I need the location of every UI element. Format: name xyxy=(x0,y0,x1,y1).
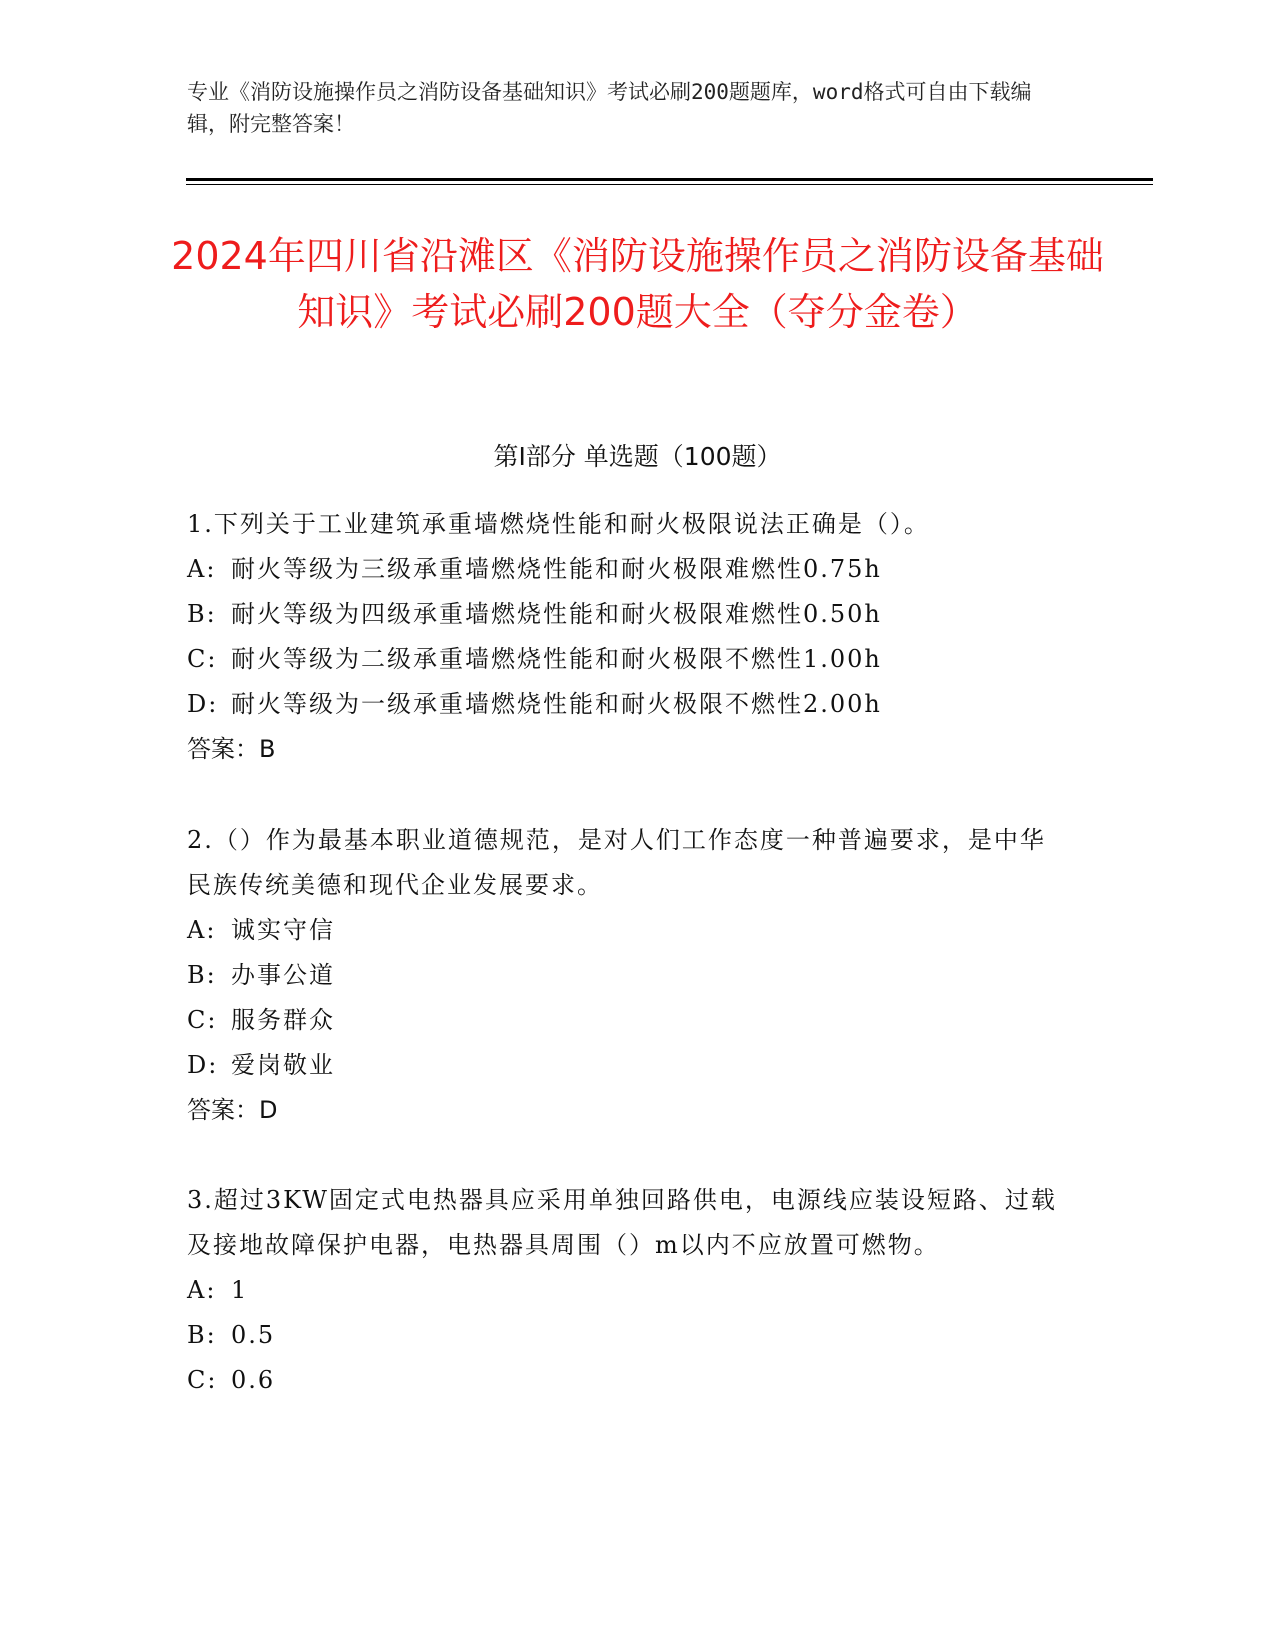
header-note: 专业《消防设施操作员之消防设备基础知识》考试必刷200题题库，word格式可自由下载编辑，附完整答案！ xyxy=(187,80,1032,136)
document-title: 2024年四川省沿滩区《消防设施操作员之消防设备基础知识》考试必刷200题大全（夺分金卷） xyxy=(171,234,1104,334)
option-c xyxy=(187,998,1047,1043)
option-a xyxy=(187,1268,1067,1313)
option-key: D: xyxy=(187,1051,219,1079)
section-heading: 第Ⅰ部分 单选题（100题） xyxy=(493,442,782,471)
option-text: 爱岗敬业 xyxy=(231,1051,335,1079)
option-text: 0.6 xyxy=(231,1366,276,1394)
option-a xyxy=(187,908,1047,953)
header-divider-thick xyxy=(186,178,1153,181)
option-b xyxy=(187,953,1047,998)
option-text: 0.5 xyxy=(231,1321,276,1349)
option-b xyxy=(187,592,1087,637)
option-a xyxy=(187,547,1087,592)
answer: 答案：D xyxy=(187,1096,278,1124)
option-key: C: xyxy=(187,645,218,673)
option-d xyxy=(187,682,1087,727)
option-text: 耐火等级为二级承重墙燃烧性能和耐火极限不燃性1.00h xyxy=(231,645,882,673)
option-key: B: xyxy=(187,1321,217,1349)
option-key: A: xyxy=(187,1276,217,1304)
option-key: D: xyxy=(187,690,219,718)
option-text: 1 xyxy=(231,1276,249,1304)
option-key: A: xyxy=(187,555,217,583)
option-key: B: xyxy=(187,600,217,628)
option-d xyxy=(187,1043,1047,1088)
header-divider-thin xyxy=(186,184,1153,185)
option-key: C: xyxy=(187,1006,218,1034)
question-stem: 2.（）作为最基本职业道德规范，是对人们工作态度一种普遍要求，是中华民族传统美德和现代企业发展要求。 xyxy=(187,826,1046,899)
option-text: 诚实守信 xyxy=(231,916,335,944)
option-text: 耐火等级为三级承重墙燃烧性能和耐火极限难燃性0.75h xyxy=(231,555,882,583)
option-c xyxy=(187,637,1087,682)
question-1 xyxy=(187,502,1087,772)
question-2 xyxy=(187,818,1047,1133)
question-stem: 3.超过3KW固定式电热器具应采用单独回路供电，电源线应装设短路、过载及接地故障保护电器，电热器具周围（）m以内不应放置可燃物。 xyxy=(187,1186,1057,1259)
option-b xyxy=(187,1313,1067,1358)
option-key: C: xyxy=(187,1366,218,1394)
question-3 xyxy=(187,1178,1067,1403)
option-text: 耐火等级为四级承重墙燃烧性能和耐火极限难燃性0.50h xyxy=(231,600,882,628)
option-text: 服务群众 xyxy=(231,1006,335,1034)
option-text: 办事公道 xyxy=(231,961,335,989)
question-stem: 1.下列关于工业建筑承重墙燃烧性能和耐火极限说法正确是（）。 xyxy=(187,510,930,538)
option-key: A: xyxy=(187,916,217,944)
option-text: 耐火等级为一级承重墙燃烧性能和耐火极限不燃性2.00h xyxy=(231,690,882,718)
option-c xyxy=(187,1358,1067,1403)
option-key: B: xyxy=(187,961,217,989)
answer: 答案：B xyxy=(187,735,276,763)
